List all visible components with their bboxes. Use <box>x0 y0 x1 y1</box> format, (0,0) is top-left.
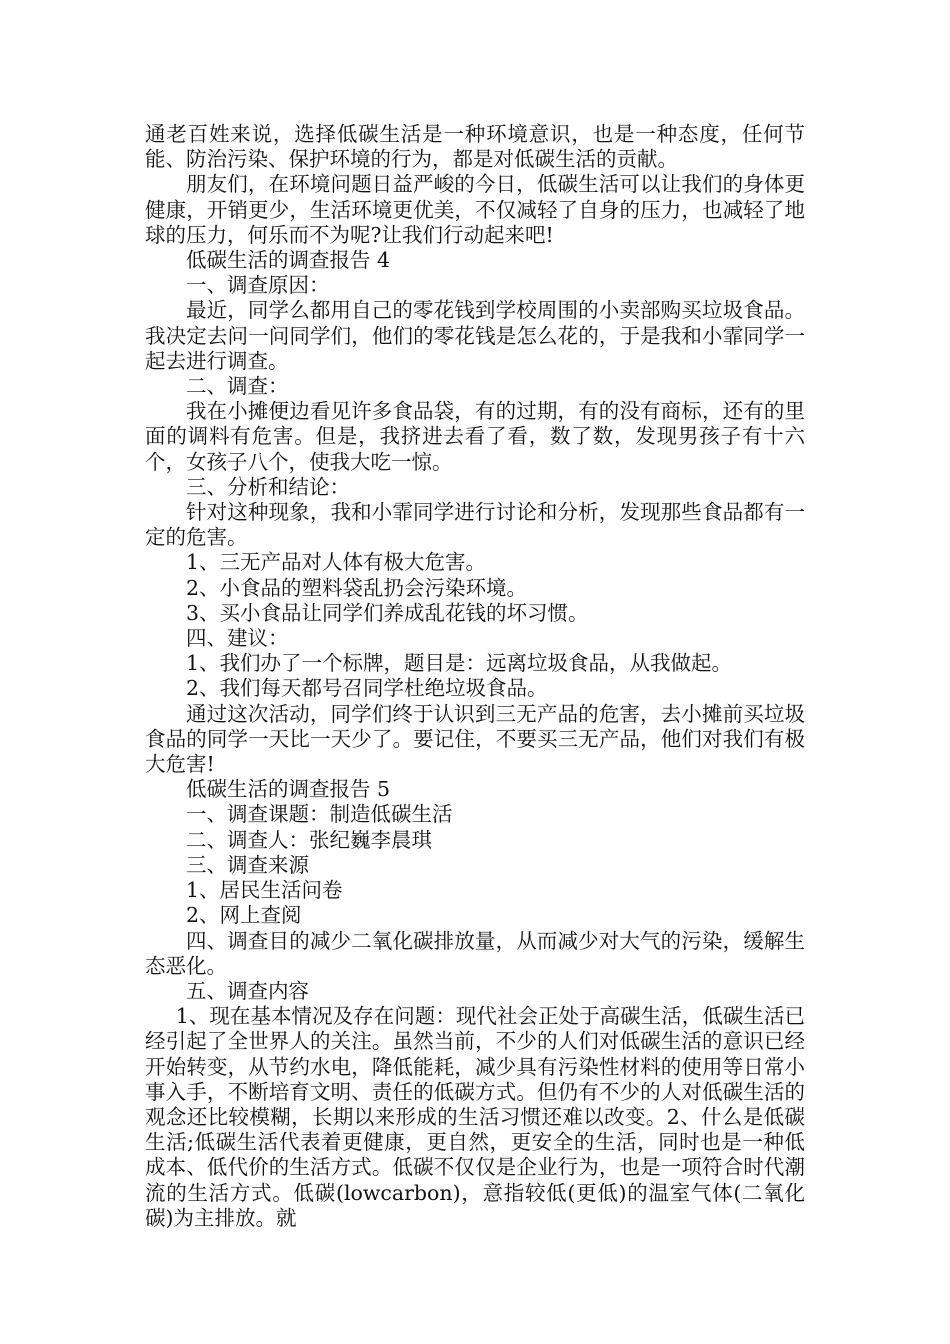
paragraph-25: 1、现在基本情况及存在问题：现代社会正处于高碳生活，低碳生活已经引起了全世界人的关注。虽然当前，不少的人们对低碳生活的意识已经开始转变，从节约水电，降低能耗，减少具有污染性材料的使用等日常小事入手，不断培育文明、责任的低碳方式。但仍有不少的人对低碳生活的观念还比较模糊，长期以来形成的生活习惯还难以改变。2、什么是低碳生活;低碳生活代表着更健康，更自然，更安全的生活，同时也是一种低成本、低代价的生活方式。低碳不仅仅是企业行为，也是一项符合时代潮流的生活方式。低碳(lowcarbon)，意指较低(更低)的温室气体(二氧化碳)为主排放。就 <box>145 1004 805 1230</box>
paragraph-23: 四、调查目的减少二氧化碳排放量，从而减少对大气的污染，缓解生态恶化。 <box>145 928 805 978</box>
paragraph-7: 我在小摊便边看见许多食品袋，有的过期，有的没有商标，还有的里面的调料有危害。但是，我挤进去看了看，数了数，发现男孩子有十六个，女孩子八个，使我大吃一惊。 <box>145 399 805 474</box>
list-item: 3、买小食品让同学们养成乱花钱的坏习惯。 <box>186 600 589 625</box>
section-heading: 三、分析和结论： <box>186 474 350 499</box>
section-heading: 二、调查人：张纪巍李晨琪 <box>186 827 432 852</box>
section-heading: 四、建议： <box>186 626 289 651</box>
list-item: 2、网上查阅 <box>186 903 302 928</box>
list-item: 2、我们每天都号召同学杜绝垃圾食品。 <box>186 676 548 701</box>
paragraph-9: 针对这种现象，我和小霏同学进行讨论和分析，发现那些食品都有一定的危害。 <box>145 500 805 550</box>
section-heading: 一、调查课题：制造低碳生活 <box>186 802 453 827</box>
report-5-heading: 低碳生活的调查报告 5 <box>186 777 391 802</box>
report-4-heading: 低碳生活的调查报告 4 <box>186 248 391 273</box>
section-heading: 一、调查原因： <box>186 273 330 298</box>
section-heading: 五、调查内容 <box>186 978 309 1003</box>
document-page <box>145 122 805 1231</box>
paragraph-5: 最近，同学么都用自己的零花钱到学校周围的小卖部购买垃圾食品。我决定去问一问同学们，他们的零花钱是怎么花的，于是我和小霏同学一起去进行调查。 <box>145 298 805 373</box>
paragraph-1: 通老百姓来说，选择低碳生活是一种环境意识，也是一种态度，任何节能、防治污染、保护环境的行为，都是对低碳生活的贡献。 <box>145 122 805 172</box>
list-item: 1、居民生活问卷 <box>186 878 343 903</box>
list-item: 1、我们办了一个标牌，题目是：远离垃圾食品，从我做起。 <box>186 651 733 676</box>
paragraph-16: 通过这次活动，同学们终于认识到三无产品的危害，去小摊前买垃圾食品的同学一天比一天少了。要记住，不要买三无产品，他们对我们有极大危害! <box>145 701 805 777</box>
paragraph-2: 朋友们，在环境问题日益严峻的今日，低碳生活可以让我们的身体更健康，开销更少，生活环境更优美，不仅减轻了自身的压力，也减轻了地球的压力，何乐而不为呢?让我们行动起来吧! <box>145 172 805 247</box>
list-item: 1、三无产品对人体有极大危害。 <box>186 550 487 575</box>
section-heading: 三、调查来源 <box>186 852 309 877</box>
list-item: 2、小食品的塑料袋乱扔会污染环境。 <box>186 575 528 600</box>
section-heading: 二、调查： <box>186 374 289 399</box>
